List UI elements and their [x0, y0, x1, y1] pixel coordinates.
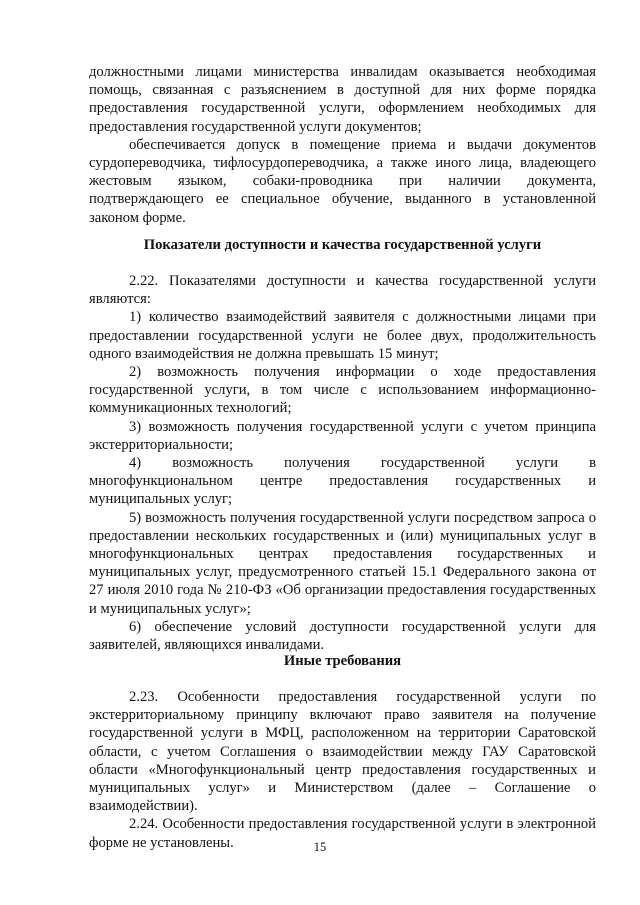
intro-block [89, 63, 596, 227]
quality-heading-block [89, 236, 596, 254]
paragraph: 2.24. Особенности предоставления государственной услуги в электронной форме не установлены. [89, 816, 596, 851]
quality-block [89, 272, 596, 654]
paragraph: 2.23. Особенности предоставления государственной услуги по экстерриториальному принципу включают право заявителя на получение государственной услуги в МФЦ, расположенном на территории Саратовской области, с учетом Соглашения о взаимодействии между ГАУ Саратовской области «Многофункциональный центр предоставления государственных и муниципальных услуг» и Министерством (далее – Соглашение о взаимодействии). [89, 689, 596, 815]
paragraph: должностными лицами министерства инвалидам оказывается необходимая помощь, связанная с разъяснением в доступной для них форме порядка предоставления государственной услуги, оформлением необходимых для предоставления государственной услуги документов; [89, 64, 596, 135]
list-item: 6) обеспечение условий доступности государственной услуги для заявителей, являющихся инвалидами. [89, 618, 596, 654]
other-block [89, 688, 596, 852]
list-item: 5) возможность получения государственной услуги посредством запроса о предоставлении нескольких государственных и (или) муниципальных услуг в многофункциональных центрах предоставления государственных и муниципальных услуг, предусмотренного статьей 15.1 Федерального закона от 27 июля 2010 года № 210-ФЗ «Об организации предоставления государственных и муниципальных услуг»; [89, 509, 596, 617]
section-heading-quality: Показатели доступности и качества государственной услуги [143, 237, 542, 253]
other-heading-block [89, 652, 596, 670]
list-item: 2) возможность получения информации о ходе предоставления государственной услуги, в том числе с использованием информационно-коммуникационных технологий; [89, 364, 596, 417]
section-heading-other: Иные требования [283, 653, 402, 669]
paragraph: обеспечивается допуск в помещение приема и выдачи документов сурдопереводчика, тифлосурдопереводчика, а также иного лица, владеющего жестовым языком, собаки-проводника при наличии документа, подтверждающего ее специальное обучение, выданного в установленной законом форме. [89, 136, 596, 226]
page-number: 15 [313, 840, 327, 854]
list-item: 1) количество взаимодействий заявителя с должностными лицами при предоставлении государственной услуги не более двух, продолжительность одного взаимодействия не должна превышать 15 минут; [89, 309, 596, 362]
list-item: 3) возможность получения государственной услуги с учетом принципа экстерриториальности; [89, 418, 596, 453]
paragraph: 2.22. Показателями доступности и качества государственной услуги являются: [89, 273, 596, 308]
list-item: 4) возможность получения государственной услуги в многофункциональном центре предоставления государственных и муниципальных услуг; [89, 455, 596, 508]
